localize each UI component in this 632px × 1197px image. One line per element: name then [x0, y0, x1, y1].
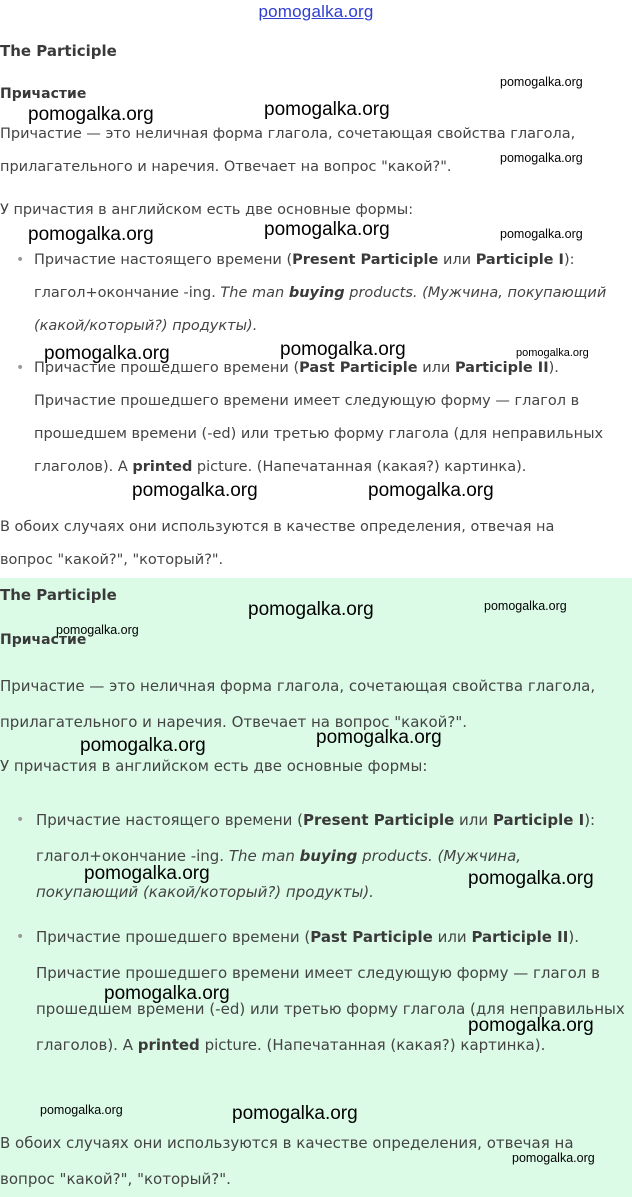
watermark-text: pomogalka.org — [84, 863, 210, 884]
forms-intro: У причастия в английском есть две основные формы: — [0, 757, 428, 775]
watermark-text: pomogalka.org — [40, 1103, 123, 1117]
watermark-text: pomogalka.org — [56, 623, 139, 637]
section-title: The Participle — [0, 586, 117, 604]
forms-intro: У причастия в английском есть две основные формы: — [0, 202, 414, 218]
watermark-text: pomogalka.org — [248, 599, 374, 620]
watermark-text: pomogalka.org — [516, 347, 589, 359]
watermark-text: pomogalka.org — [28, 104, 154, 125]
section-title: The Participle — [0, 42, 117, 60]
list-item-past-participle: Причастие прошедшего времени (Past Participle или Participle II). Причастие прошедшего времени имеет следующую форму — глагол в прошедшем времени (-ed) или третью форму глагола (для неправильных глаголов). A printed picture. (Напечатанная (какая?) картинка). — [34, 360, 604, 475]
list-item-past-participle: Причастие прошедшего времени (Past Participle или Participle II). Причастие прошедшего времени имеет следующую форму — глагол в прошедшем времени (-ed) или третью форму глагола (для неправильных глаголов). A printed picture. (Напечатанная (какая?) картинка). — [36, 928, 625, 1054]
bullet-icon: • — [16, 929, 25, 945]
watermark-text: pomogalka.org — [264, 219, 390, 240]
watermark-text: pomogalka.org — [104, 983, 230, 1004]
section-subtitle: Причастие — [0, 632, 87, 648]
watermark-text: pomogalka.org — [44, 343, 170, 364]
conclusion-paragraph: В обоих случаях они используются в качестве определения, отвечая на вопрос "какой?", "который?". — [0, 519, 555, 568]
watermark-text: pomogalka.org — [468, 868, 594, 889]
definition-paragraph: Причастие — это неличная форма глагола, сочетающая свойства глагола, прилагательного и наречия. Отвечает на вопрос "какой?". — [0, 126, 576, 175]
watermark-text: pomogalka.org — [512, 1151, 595, 1165]
watermark-text: pomogalka.org — [500, 75, 583, 89]
watermark-text: pomogalka.org — [500, 227, 583, 241]
bullet-icon: • — [16, 812, 25, 828]
watermark-text: pomogalka.org — [28, 224, 154, 245]
conclusion-paragraph: В обоих случаях они используются в качестве определения, отвечая на вопрос "какой?", "который?". — [0, 1134, 574, 1188]
watermark-text: pomogalka.org — [80, 735, 206, 756]
watermark-text: pomogalka.org — [132, 480, 258, 501]
bullet-icon: • — [16, 252, 25, 268]
watermark-text: pomogalka.org — [280, 339, 406, 360]
section-subtitle: Причастие — [0, 86, 87, 102]
site-link[interactable]: pomogalka.org — [258, 2, 374, 21]
bullet-icon: • — [16, 360, 25, 376]
watermark-text: pomogalka.org — [484, 599, 567, 613]
watermark-text: pomogalka.org — [316, 727, 442, 748]
list-item-present-participle: Причастие настоящего времени (Present Participle или Participle I): глагол+окончание -ing. The man buying products. (Мужчина, покупающий (какой/который?) продукты). — [36, 811, 596, 901]
watermark-text: pomogalka.org — [368, 480, 494, 501]
list-item-present-participle: Причастие настоящего времени (Present Participle или Participle I): глагол+окончание -ing. The man buying products. (Мужчина, покупающий (какой/который?) продукты). — [34, 252, 607, 334]
watermark-text: pomogalka.org — [468, 1015, 594, 1036]
definition-paragraph: Причастие — это неличная форма глагола, сочетающая свойства глагола, прилагательного и наречия. Отвечает на вопрос "какой?". — [0, 677, 596, 731]
watermark-text: pomogalka.org — [232, 1103, 358, 1124]
watermark-text: pomogalka.org — [500, 151, 583, 165]
watermark-text: pomogalka.org — [264, 99, 390, 120]
